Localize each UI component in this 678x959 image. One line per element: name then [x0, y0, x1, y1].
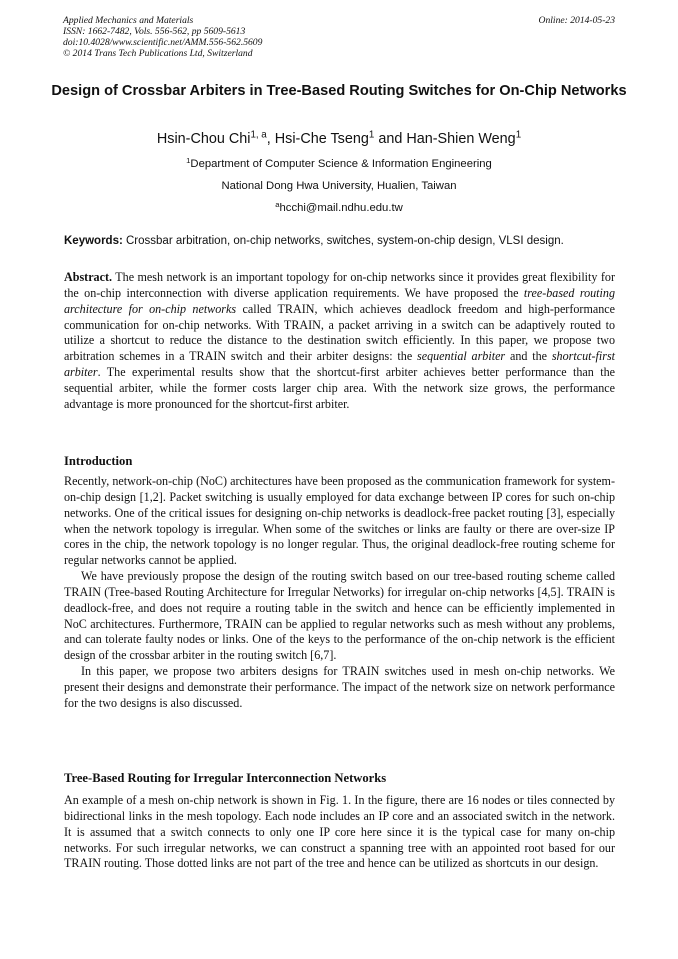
affiliation-department: [40, 157, 638, 171]
paper-title: Design of Crossbar Arbiters in Tree-Based Routing Switches for On-Chip Networks: [51, 83, 627, 99]
introduction-paragraph-1: Recently, network-on-chip (NoC) architectures have been proposed as the communication framework for system-on-chip design [1,2]. Packet switching is usually employed for data exchange between IP cores for such on-chip networks. One of the critical issues for designing on-chip networks is deadlock-free packet routing [3], especially when the network topology is irregular. When some of the switches or links are faulty or there are over-size IP cores in the chip, the network topology is no longer regular. Thus, the original deadlock-free routing scheme for regular networks cannot be applied.: [64, 474, 615, 568]
section-paragraph-1: An example of a mesh on-chip network is shown in Fig. 1. In the figure, there are 16 nodes or tiles connected by bidirectional links in the mesh topology. Each node includes an IP core and an associated switch in the network. It is assumed that a switch connects to only one IP core here since it is the typical case for many on-chip networks. For such irregular networks, we can construct a spanning tree with an appointed root based for our TRAIN routing. Those dotted links are not part of the tree and hence can be utilized as shortcuts in our design.: [64, 793, 615, 871]
abstract-text: and the: [505, 349, 552, 364]
department-text: Department of Computer Science & Information Engineering: [190, 158, 492, 170]
doi-line: doi:10.4028/www.scientific.net/AMM.556-562.5609: [63, 37, 263, 48]
copyright-line: © 2014 Trans Tech Publications Ltd, Switzerland: [63, 48, 253, 59]
online-date: Online: 2014-05-23: [538, 15, 615, 26]
email-text: hcchi@mail.ndhu.edu.tw: [279, 202, 403, 214]
introduction-body: [64, 474, 615, 712]
author-name: Hsi-Che Tseng: [274, 131, 369, 147]
author-superscript: 1: [515, 129, 522, 141]
abstract-label: Abstract.: [64, 270, 113, 284]
introduction-paragraph-3: In this paper, we propose two arbiters designs for TRAIN switches used in mesh on-chip networks. We present their designs and demonstrate their performance. The impact of the network size on network performance for the two designs is also discussed.: [64, 664, 615, 710]
section-heading: Tree-Based Routing for Irregular Interconnection Networks: [64, 771, 387, 785]
affiliation-superscript: 1: [186, 155, 191, 165]
abstract-emphasis: tree-based routing architecture for on-chip networks: [64, 285, 615, 316]
author-superscript: 1: [368, 129, 375, 141]
introduction-paragraph-2: We have previously propose the design of the routing switch based on our tree-based routing scheme called TRAIN (Tree-based Routing Architecture for Irregular Networks) for irregular on-chip networks [4,5]. TRAIN is deadlock-free, and does not require a routing table in the switch and hence can be efficiently implemented in NoC architectures. Furthermore, TRAIN can be applied to regular networks such as mesh without any problems, and can tolerate faulty nodes or links. One of the keys to the performance of the on-chip network is the efficient design of the crossbar arbiter in the routing switch [6,7].: [64, 569, 615, 663]
abstract-emphasis: sequential arbiter: [417, 349, 506, 364]
author-list: [40, 129, 638, 149]
abstract: [64, 270, 615, 413]
author-separator: ,: [266, 131, 275, 147]
email-superscript: a: [275, 199, 280, 209]
keywords-label: Keywords:: [64, 235, 123, 247]
author-superscript: 1, a: [250, 129, 267, 141]
abstract-text: . The experimental results show that the shortcut-first arbiter achieves better performance than the sequential arbiter, while the former costs larger chip area. With the network size grows, the performance advantage is more pronounced for the shortcut-first arbiter.: [64, 365, 615, 411]
author-name: Han-Shien Weng: [406, 131, 516, 147]
abstract-text: called TRAIN, which achieves deadlock freedom and high-performance communication for on-chip networks. With TRAIN, a packet arriving in a switch can be adaptively routed to utilize a shortcut to reduce the distance to the destination switch efficiently. In this paper, we propose two arbitration schemes in a TRAIN switch and their arbiter designs: the: [64, 301, 615, 364]
keywords-text: Crossbar arbitration, on-chip networks, switches, system-on-chip design, VLSI design.: [122, 235, 564, 247]
author-email: [40, 201, 638, 215]
section-body: [64, 793, 615, 872]
affiliation-university: National Dong Hwa University, Hualien, Taiwan: [221, 180, 457, 192]
abstract-emphasis: shortcut-first arbiter: [64, 349, 616, 380]
issn-line: ISSN: 1662-7482, Vols. 556-562, pp 5609-5613: [63, 26, 246, 37]
author-separator: and: [374, 131, 407, 147]
running-header: [63, 15, 615, 59]
author-name: Hsin-Chou Chi: [156, 131, 251, 147]
abstract-text: The mesh network is an important topology for on-chip networks since it provides great flexibility for the on-chip interconnection with diverse application requirements. We have proposed the: [64, 270, 615, 300]
keywords: [64, 234, 624, 249]
journal-name: Applied Mechanics and Materials: [63, 15, 194, 26]
introduction-heading: Introduction: [64, 454, 133, 468]
